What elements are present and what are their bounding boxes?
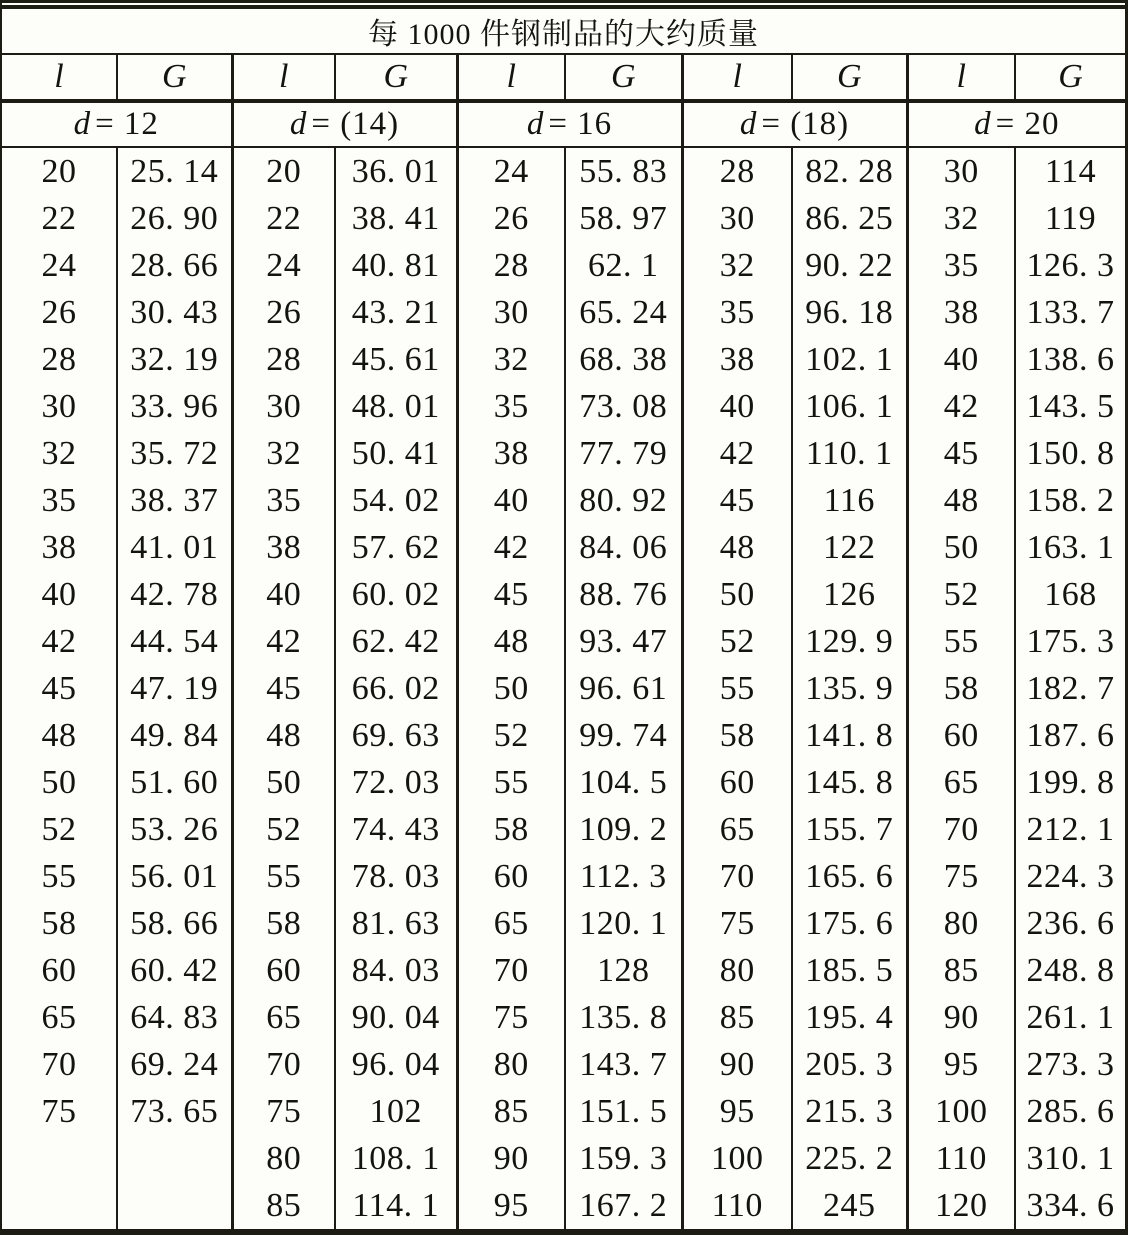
l-value-cell: 40 [682, 383, 792, 430]
l-value-cell: 32 [457, 336, 565, 383]
G-value-cell: 73. 65 [117, 1088, 232, 1135]
G-value-cell: 54. 02 [335, 477, 457, 524]
l-value-cell: 48 [41, 716, 77, 754]
diameter-variable: d [739, 106, 758, 142]
l-value-cell: 55 [907, 618, 1015, 665]
G-value-cell: 80. 92 [565, 477, 682, 524]
l-value-cell: 65 [907, 759, 1015, 806]
l-value-cell: 58 [232, 900, 335, 947]
G-value-cell: 261. 1 [1015, 994, 1125, 1041]
l-value-cell: 48 [457, 618, 565, 665]
G-value-cell: 273. 3 [1015, 1041, 1125, 1088]
G-value-cell: 43. 21 [335, 289, 457, 336]
l-value-cell: 28 [41, 340, 77, 378]
G-value-cell: 334. 6 [1015, 1182, 1125, 1229]
l-value-cell: 45 [457, 571, 565, 618]
G-value-cell: 90. 04 [335, 994, 457, 1041]
G-value-cell: 215. 3 [792, 1088, 907, 1135]
l-value-cell [2, 1182, 117, 1229]
diameter-variable: d [526, 106, 545, 142]
l-value-cell [2, 1135, 117, 1182]
table-row [2, 289, 1125, 336]
table-row [2, 618, 1125, 665]
l-value-cell: 80 [232, 1135, 335, 1182]
l-value-cell: 38 [41, 528, 77, 566]
table-row [2, 336, 1125, 383]
l-value-cell: 52 [232, 806, 335, 853]
l-value-cell: 70 [907, 806, 1015, 853]
table-body [2, 147, 1125, 1229]
G-value-cell: 99. 74 [565, 712, 682, 759]
l-value-cell: 75 [907, 853, 1015, 900]
G-value-cell: 128 [565, 947, 682, 994]
l-value-cell: 30 [907, 147, 1015, 195]
G-value-cell: 60. 02 [335, 571, 457, 618]
G-value-cell: 106. 1 [792, 383, 907, 430]
l-value-cell: 52 [41, 810, 77, 848]
G-value-cell: 93. 47 [565, 618, 682, 665]
G-value-cell: 48. 01 [335, 383, 457, 430]
G-value-cell: 64. 83 [117, 994, 232, 1041]
G-value-cell: 77. 79 [565, 430, 682, 477]
G-value-cell: 248. 8 [1015, 947, 1125, 994]
l-value-cell: 65 [41, 998, 77, 1036]
G-value-cell: 82. 28 [792, 147, 907, 195]
G-value-cell: 78. 03 [335, 853, 457, 900]
G-value-cell: 81. 63 [335, 900, 457, 947]
G-value-cell [117, 1135, 232, 1182]
G-value-cell: 51. 60 [117, 759, 232, 806]
G-value-cell: 167. 2 [565, 1182, 682, 1229]
l-value-cell: 24 [457, 147, 565, 195]
G-value-cell: 44. 54 [117, 618, 232, 665]
G-value-cell: 158. 2 [1015, 477, 1125, 524]
title-row [2, 9, 1125, 54]
l-value-cell: 120 [907, 1182, 1015, 1229]
l-value-cell: 52 [907, 571, 1015, 618]
G-value-cell: 33. 96 [117, 383, 232, 430]
l-value-cell: 26 [457, 195, 565, 242]
G-value-cell: 187. 6 [1015, 712, 1125, 759]
G-value-cell: 58. 97 [565, 195, 682, 242]
diameter-label [2, 101, 232, 147]
diameter-header-row [2, 101, 1125, 147]
l-value-cell: 58 [41, 904, 77, 942]
G-value-cell: 185. 5 [792, 947, 907, 994]
G-value-cell: 110. 1 [792, 430, 907, 477]
l-value-cell: 40 [907, 336, 1015, 383]
diameter-value: = 20 [995, 106, 1060, 142]
G-value-cell: 42. 78 [117, 571, 232, 618]
G-value-cell: 104. 5 [565, 759, 682, 806]
l-value-cell: 30 [457, 289, 565, 336]
l-value-cell: 110 [682, 1182, 792, 1229]
l-value-cell: 20 [41, 152, 77, 190]
G-value-cell: 245 [792, 1182, 907, 1229]
l-value-cell: 48 [682, 524, 792, 571]
G-value-cell: 145. 8 [792, 759, 907, 806]
l-value-cell: 50 [41, 763, 77, 801]
col-header-G: G [1015, 54, 1125, 101]
l-value-cell: 80 [682, 947, 792, 994]
G-value-cell: 69. 24 [117, 1041, 232, 1088]
l-value-cell: 55 [457, 759, 565, 806]
G-value-cell: 182. 7 [1015, 665, 1125, 712]
l-value-cell: 22 [232, 195, 335, 242]
G-value-cell: 25. 14 [117, 147, 232, 195]
l-value-cell: 52 [682, 618, 792, 665]
G-value-cell: 114. 1 [335, 1182, 457, 1229]
G-value-cell: 96. 04 [335, 1041, 457, 1088]
G-value-cell: 28. 66 [117, 242, 232, 289]
G-value-cell: 155. 7 [792, 806, 907, 853]
col-header-l: l [682, 54, 792, 101]
l-value-cell: 42 [41, 622, 77, 660]
l-value-cell: 50 [907, 524, 1015, 571]
diameter-label [682, 101, 907, 147]
l-value-cell: 110 [907, 1135, 1015, 1182]
top-double-rule [2, 0, 1125, 9]
l-value-cell: 95 [682, 1088, 792, 1135]
l-value-cell: 38 [682, 336, 792, 383]
l-value-cell: 100 [907, 1088, 1015, 1135]
G-value-cell: 135. 9 [792, 665, 907, 712]
G-value-cell: 138. 6 [1015, 336, 1125, 383]
col-header-G: G [117, 54, 232, 101]
col-header-l: l [457, 54, 565, 101]
l-value-cell: 32 [41, 434, 77, 472]
l-value-cell: 50 [232, 759, 335, 806]
G-value-cell: 199. 8 [1015, 759, 1125, 806]
G-value-cell: 102 [335, 1088, 457, 1135]
l-value-cell: 42 [907, 383, 1015, 430]
table-row [2, 853, 1125, 900]
diameter-value: = (18) [761, 106, 850, 142]
l-value-cell: 85 [682, 994, 792, 1041]
G-value-cell: 205. 3 [792, 1041, 907, 1088]
col-header-G: G [792, 54, 907, 101]
col-header-l: l [907, 54, 1015, 101]
l-value-cell: 42 [232, 618, 335, 665]
table-row [2, 759, 1125, 806]
l-value-cell: 45 [907, 430, 1015, 477]
l-value-cell: 32 [232, 430, 335, 477]
l-value-cell: 58 [457, 806, 565, 853]
G-value-cell: 45. 61 [335, 336, 457, 383]
l-value-cell: 60 [41, 951, 77, 989]
G-value-cell: 88. 76 [565, 571, 682, 618]
G-value-cell: 143. 5 [1015, 383, 1125, 430]
l-value-cell: 58 [907, 665, 1015, 712]
G-value-cell: 109. 2 [565, 806, 682, 853]
G-value-cell: 55. 83 [565, 147, 682, 195]
G-value-cell: 122 [792, 524, 907, 571]
l-value-cell: 35 [457, 383, 565, 430]
l-value-cell: 28 [682, 147, 792, 195]
G-value-cell: 175. 6 [792, 900, 907, 947]
l-value-cell: 35 [907, 242, 1015, 289]
G-value-cell: 168 [1015, 571, 1125, 618]
l-value-cell: 35 [232, 477, 335, 524]
G-value-cell: 32. 19 [117, 336, 232, 383]
l-value-cell: 28 [457, 242, 565, 289]
l-value-cell: 30 [41, 387, 77, 425]
table-row [2, 383, 1125, 430]
G-value-cell: 102. 1 [792, 336, 907, 383]
l-value-cell: 22 [41, 199, 77, 237]
G-value-cell: 112. 3 [565, 853, 682, 900]
table-row [2, 524, 1125, 571]
diameter-label [232, 101, 457, 147]
G-value-cell: 285. 6 [1015, 1088, 1125, 1135]
G-value-cell: 72. 03 [335, 759, 457, 806]
diameter-value: = (14) [311, 106, 400, 142]
l-value-cell: 60 [907, 712, 1015, 759]
table-row [2, 477, 1125, 524]
col-header-l: l [2, 54, 117, 101]
G-value-cell: 73. 08 [565, 383, 682, 430]
G-value-cell: 120. 1 [565, 900, 682, 947]
l-value-cell: 65 [457, 900, 565, 947]
table-row [2, 1182, 1125, 1229]
l-value-cell: 80 [907, 900, 1015, 947]
table-row [2, 665, 1125, 712]
G-value-cell: 108. 1 [335, 1135, 457, 1182]
G-value-cell: 151. 5 [565, 1088, 682, 1135]
G-value-cell: 36. 01 [335, 147, 457, 195]
l-value-cell: 65 [232, 994, 335, 1041]
l-value-cell: 60 [682, 759, 792, 806]
G-value-cell: 68. 38 [565, 336, 682, 383]
l-value-cell: 70 [41, 1045, 77, 1083]
diameter-label [907, 101, 1125, 147]
G-value-cell: 69. 63 [335, 712, 457, 759]
l-value-cell: 90 [907, 994, 1015, 1041]
G-value-cell: 143. 7 [565, 1041, 682, 1088]
G-value-cell: 62. 42 [335, 618, 457, 665]
G-value-cell: 165. 6 [792, 853, 907, 900]
G-value-cell: 133. 7 [1015, 289, 1125, 336]
l-value-cell: 90 [457, 1135, 565, 1182]
G-value-cell: 310. 1 [1015, 1135, 1125, 1182]
l-value-cell: 75 [457, 994, 565, 1041]
table-row [2, 1135, 1125, 1182]
l-value-cell: 45 [682, 477, 792, 524]
G-value-cell: 96. 61 [565, 665, 682, 712]
l-value-cell: 100 [682, 1135, 792, 1182]
G-value-cell: 74. 43 [335, 806, 457, 853]
l-value-cell: 52 [457, 712, 565, 759]
G-value-cell: 53. 26 [117, 806, 232, 853]
G-value-cell: 141. 8 [792, 712, 907, 759]
l-value-cell: 40 [232, 571, 335, 618]
l-value-cell: 55 [41, 857, 77, 895]
l-value-cell: 20 [232, 147, 335, 195]
table-title: 每 1000 件钢制品的大约质量 [2, 9, 1125, 54]
G-value-cell: 212. 1 [1015, 806, 1125, 853]
column-header-row [2, 54, 1125, 101]
l-value-cell: 60 [457, 853, 565, 900]
l-value-cell: 95 [907, 1041, 1015, 1088]
G-value-cell: 135. 8 [565, 994, 682, 1041]
G-value-cell: 84. 06 [565, 524, 682, 571]
G-value-cell: 175. 3 [1015, 618, 1125, 665]
table-row [2, 806, 1125, 853]
diameter-variable: d [289, 106, 308, 142]
table-row [2, 994, 1125, 1041]
l-value-cell: 60 [232, 947, 335, 994]
G-value-cell: 66. 02 [335, 665, 457, 712]
G-value-cell: 126. 3 [1015, 242, 1125, 289]
l-value-cell: 58 [682, 712, 792, 759]
l-value-cell: 45 [232, 665, 335, 712]
G-value-cell: 57. 62 [335, 524, 457, 571]
l-value-cell: 38 [232, 524, 335, 571]
l-value-cell: 40 [41, 575, 77, 613]
G-value-cell: 26. 90 [117, 195, 232, 242]
l-value-cell: 42 [457, 524, 565, 571]
l-value-cell: 26 [232, 289, 335, 336]
diameter-value: = 16 [548, 106, 613, 142]
G-value-cell: 90. 22 [792, 242, 907, 289]
G-value-cell: 30. 43 [117, 289, 232, 336]
l-value-cell: 70 [682, 853, 792, 900]
G-value-cell: 56. 01 [117, 853, 232, 900]
l-value-cell: 80 [457, 1041, 565, 1088]
G-value-cell: 50. 41 [335, 430, 457, 477]
G-value-cell: 60. 42 [117, 947, 232, 994]
G-value-cell: 41. 01 [117, 524, 232, 571]
l-value-cell: 70 [457, 947, 565, 994]
G-value-cell: 96. 18 [792, 289, 907, 336]
l-value-cell: 55 [232, 853, 335, 900]
l-value-cell: 32 [682, 242, 792, 289]
diameter-value: = 12 [95, 106, 159, 142]
G-value-cell: 38. 37 [117, 477, 232, 524]
l-value-cell: 30 [232, 383, 335, 430]
l-value-cell: 38 [907, 289, 1015, 336]
l-value-cell: 50 [682, 571, 792, 618]
col-header-l: l [232, 54, 335, 101]
table-row [2, 712, 1125, 759]
G-value-cell: 47. 19 [117, 665, 232, 712]
G-value-cell: 225. 2 [792, 1135, 907, 1182]
G-value-cell: 86. 25 [792, 195, 907, 242]
l-value-cell: 42 [682, 430, 792, 477]
G-value-cell: 49. 84 [117, 712, 232, 759]
G-value-cell: 40. 81 [335, 242, 457, 289]
l-value-cell: 95 [457, 1182, 565, 1229]
data-table [2, 9, 1125, 1229]
l-value-cell: 35 [41, 481, 77, 519]
G-value-cell: 236. 6 [1015, 900, 1125, 947]
G-value-cell: 116 [792, 477, 907, 524]
l-value-cell: 26 [41, 293, 77, 331]
G-value-cell: 126 [792, 571, 907, 618]
G-value-cell: 129. 9 [792, 618, 907, 665]
G-value-cell: 119 [1015, 195, 1125, 242]
l-value-cell: 24 [41, 246, 77, 284]
l-value-cell: 48 [907, 477, 1015, 524]
l-value-cell: 85 [457, 1088, 565, 1135]
table-row [2, 1088, 1125, 1135]
G-value-cell: 150. 8 [1015, 430, 1125, 477]
l-value-cell: 50 [457, 665, 565, 712]
table-row [2, 900, 1125, 947]
table-row [2, 195, 1125, 242]
l-value-cell: 24 [232, 242, 335, 289]
diameter-variable: d [974, 106, 992, 142]
table-row [2, 571, 1125, 618]
diameter-label [457, 101, 682, 147]
l-value-cell: 35 [682, 289, 792, 336]
G-value-cell: 62. 1 [565, 242, 682, 289]
col-header-G: G [335, 54, 457, 101]
diameter-variable: d [73, 106, 92, 142]
l-value-cell: 40 [457, 477, 565, 524]
G-value-cell: 163. 1 [1015, 524, 1125, 571]
G-value-cell: 114 [1015, 147, 1125, 195]
table-row [2, 1041, 1125, 1088]
l-value-cell: 55 [682, 665, 792, 712]
G-value-cell: 58. 66 [117, 900, 232, 947]
G-value-cell: 195. 4 [792, 994, 907, 1041]
table-row [2, 430, 1125, 477]
G-value-cell: 224. 3 [1015, 853, 1125, 900]
table-row [2, 947, 1125, 994]
G-value-cell: 38. 41 [335, 195, 457, 242]
l-value-cell: 75 [682, 900, 792, 947]
table-row [2, 242, 1125, 289]
l-value-cell: 48 [232, 712, 335, 759]
l-value-cell: 75 [41, 1092, 77, 1130]
l-value-cell: 28 [232, 336, 335, 383]
l-value-cell: 70 [232, 1041, 335, 1088]
G-value-cell: 84. 03 [335, 947, 457, 994]
l-value-cell: 38 [457, 430, 565, 477]
l-value-cell: 65 [682, 806, 792, 853]
col-header-G: G [565, 54, 682, 101]
G-value-cell [117, 1182, 232, 1229]
l-value-cell: 30 [682, 195, 792, 242]
G-value-cell: 159. 3 [565, 1135, 682, 1182]
l-value-cell: 75 [232, 1088, 335, 1135]
l-value-cell: 85 [232, 1182, 335, 1229]
G-value-cell: 65. 24 [565, 289, 682, 336]
G-value-cell: 35. 72 [117, 430, 232, 477]
l-value-cell: 32 [907, 195, 1015, 242]
l-value-cell: 90 [682, 1041, 792, 1088]
table-row [2, 147, 1125, 195]
l-value-cell: 45 [41, 669, 77, 707]
l-value-cell: 85 [907, 947, 1015, 994]
